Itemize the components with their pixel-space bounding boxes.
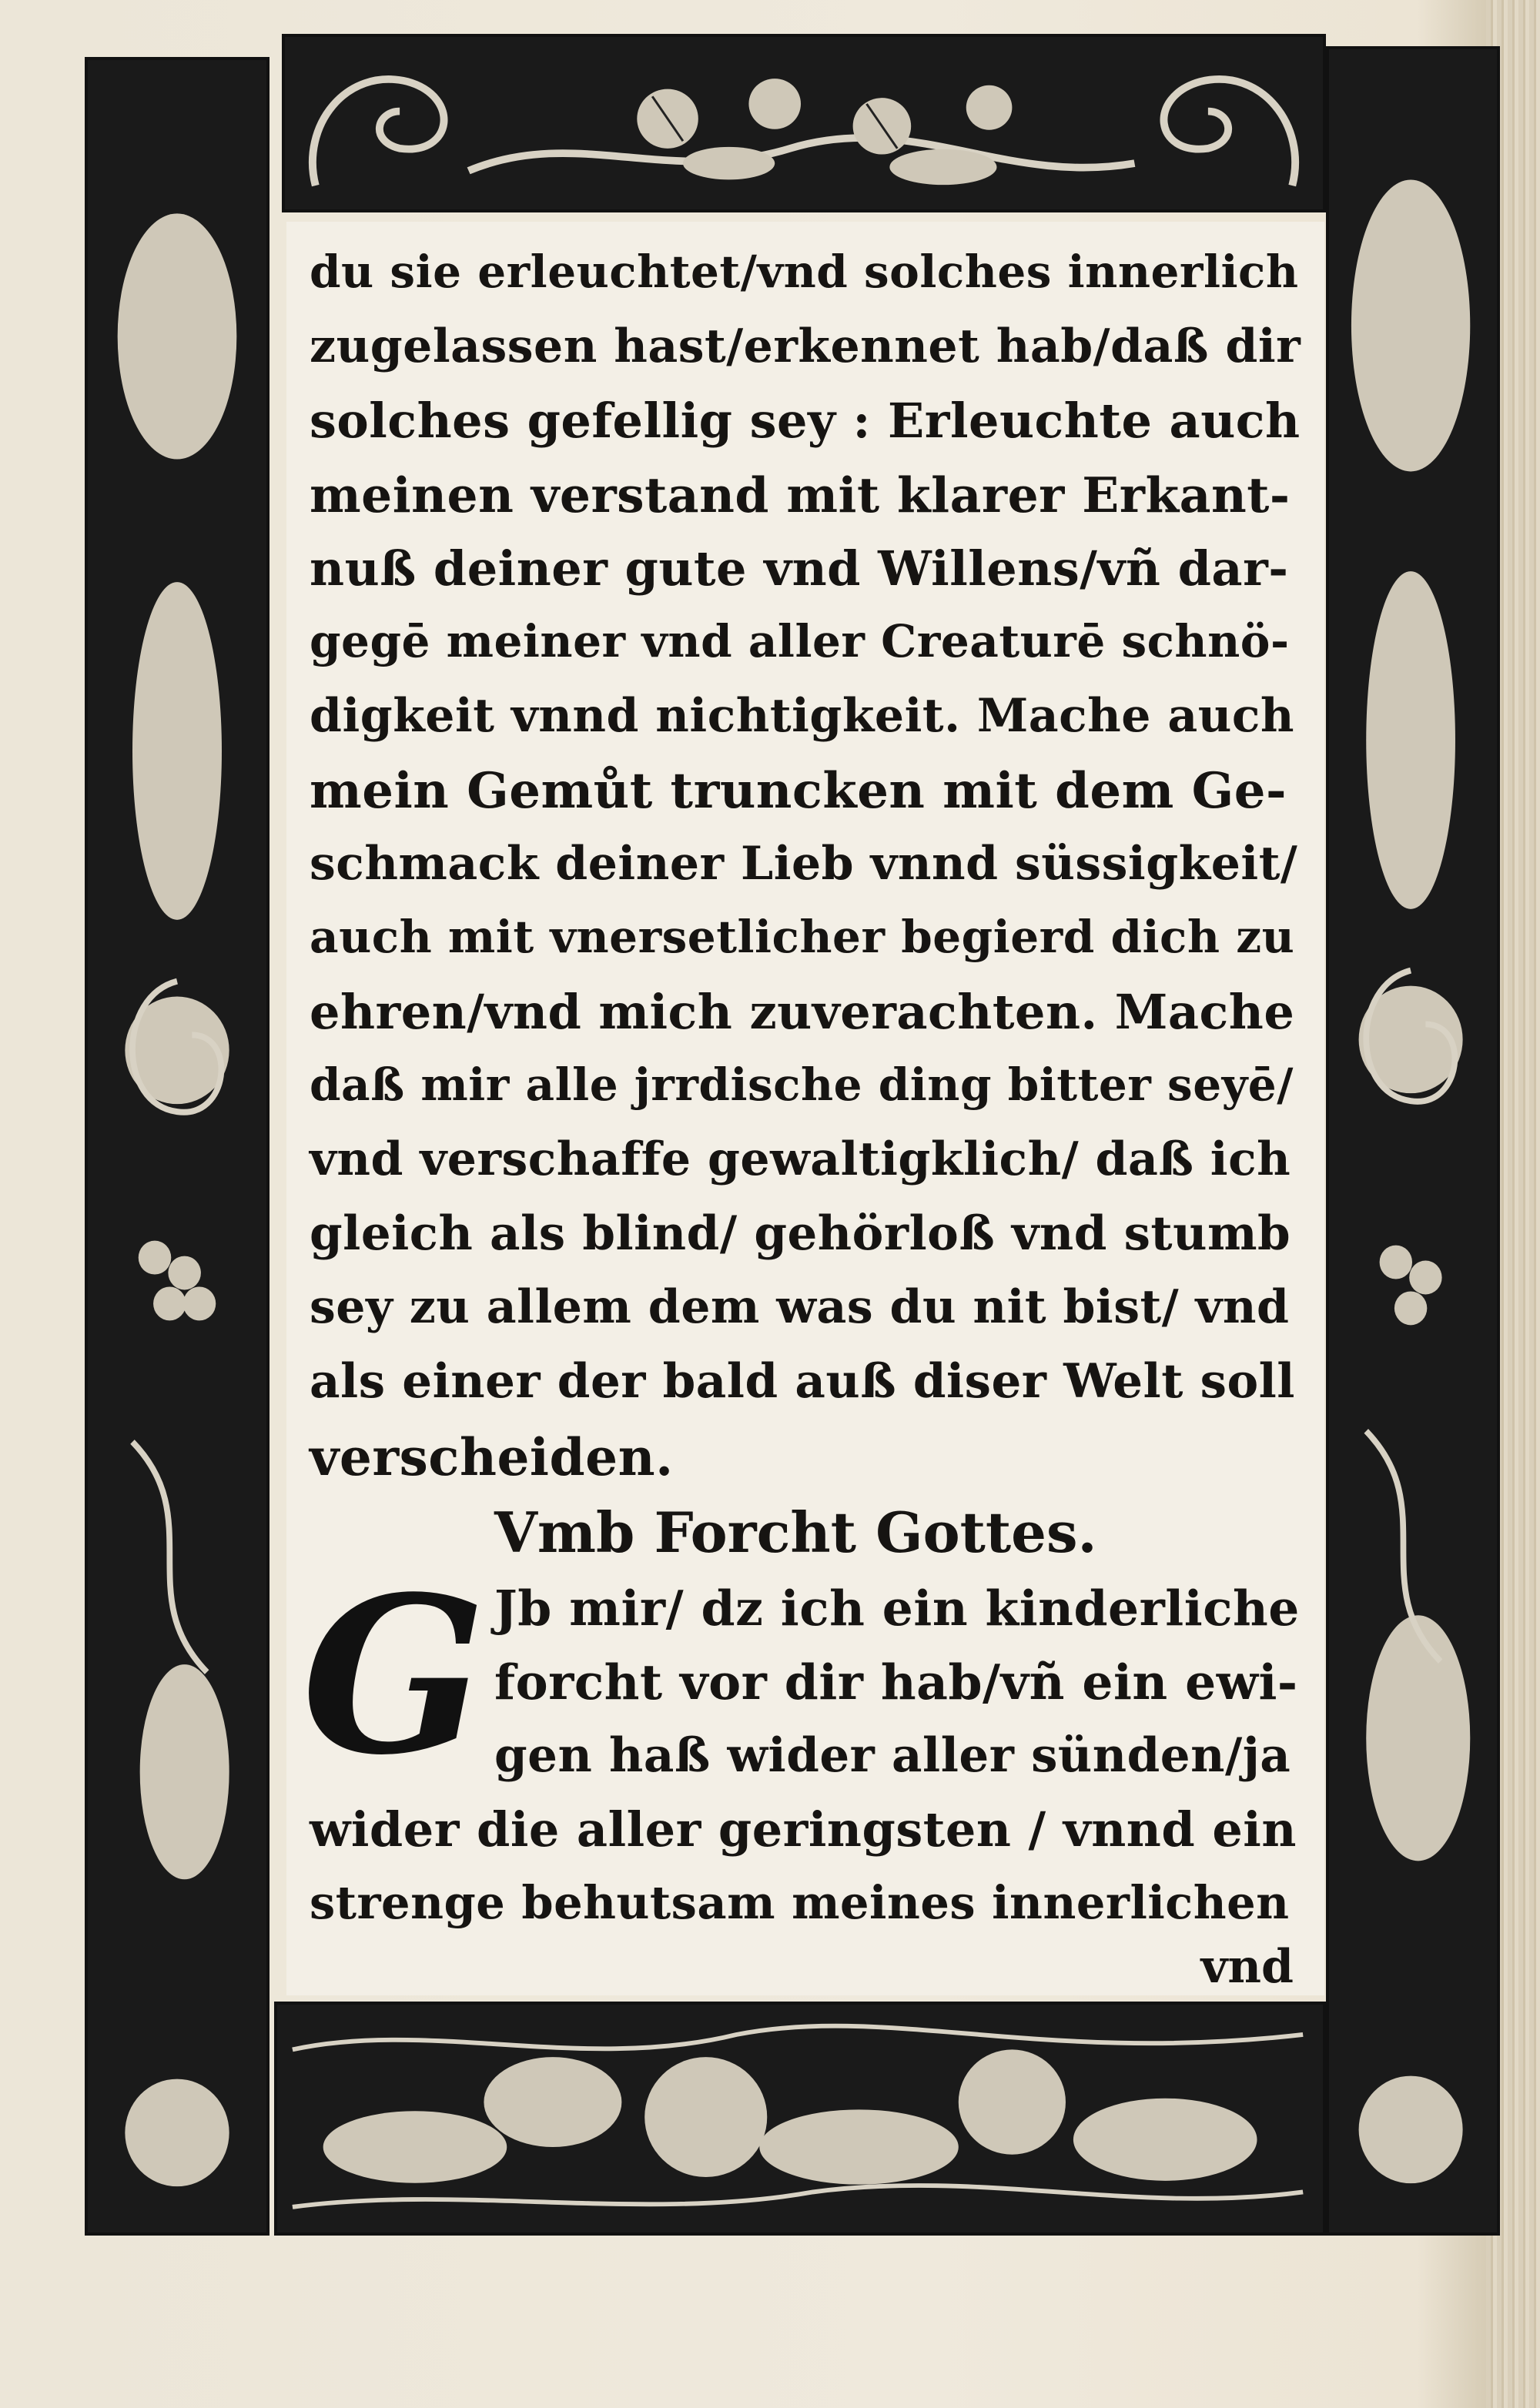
text-line: als einer der bald auß diser Welt soll	[310, 1354, 1295, 1409]
text-line: strenge behutsam meines innerlichen	[310, 1876, 1290, 1929]
text-block	[286, 222, 1324, 1995]
text-line: ehren/vnd mich zuverachten. Mache	[310, 984, 1295, 1040]
text-line: daß mir alle jrrdische ding bitter seyē/	[310, 1059, 1294, 1111]
text-line: auch mit vnersetlicher begierd dich zu	[310, 911, 1295, 963]
text-line: Jb mir/ dz ich ein kinderliche	[494, 1580, 1300, 1637]
text-line: meinen verstand mit klarer Erkant-	[310, 467, 1291, 523]
bottom-border-woodcut	[274, 2002, 1326, 2236]
text-line: sey zu allem dem was du nit bist/ vnd	[310, 1280, 1290, 1334]
text-line: solches gefellig sey : Erleuchte auch	[310, 393, 1301, 449]
section-heading: Vmb Forcht Gottes.	[494, 1500, 1097, 1565]
text-line: gleich als blind/ gehörloß vnd stumb	[310, 1206, 1291, 1261]
text-line: forcht vor dir hab/vñ ein ewi-	[494, 1654, 1298, 1711]
text-line: nuß deiner gute vnd Willens/vñ dar-	[310, 540, 1289, 597]
text-line: verscheiden.	[310, 1427, 674, 1487]
decorated-initial: G	[302, 1550, 487, 1803]
right-border-woodcut	[1326, 46, 1500, 2236]
text-line: gegē meiner vnd aller Creaturē schnö-	[310, 615, 1290, 667]
left-border-woodcut	[85, 57, 270, 2236]
text-line: schmack deiner Lieb vnnd süssigkeit/	[310, 837, 1298, 891]
text-line: vnd verschaffe gewaltigklich/ daß ich	[310, 1132, 1291, 1186]
text-line: wider die aller geringsten / vnnd ein	[310, 1801, 1297, 1858]
text-line: gen haß wider aller sünden/ja	[494, 1728, 1291, 1783]
text-line: zugelassen hast/erkennet hab/daß dir	[310, 319, 1301, 373]
text-line: digkeit vnnd nichtigkeit. Mache auch	[310, 689, 1295, 743]
text-line: mein Gemůt truncken mit dem Ge-	[310, 762, 1287, 820]
top-border-woodcut	[282, 34, 1326, 212]
text-line: du sie erleuchtet/vnd solches innerlich	[310, 246, 1299, 298]
catchword: vnd	[1200, 1940, 1294, 1994]
